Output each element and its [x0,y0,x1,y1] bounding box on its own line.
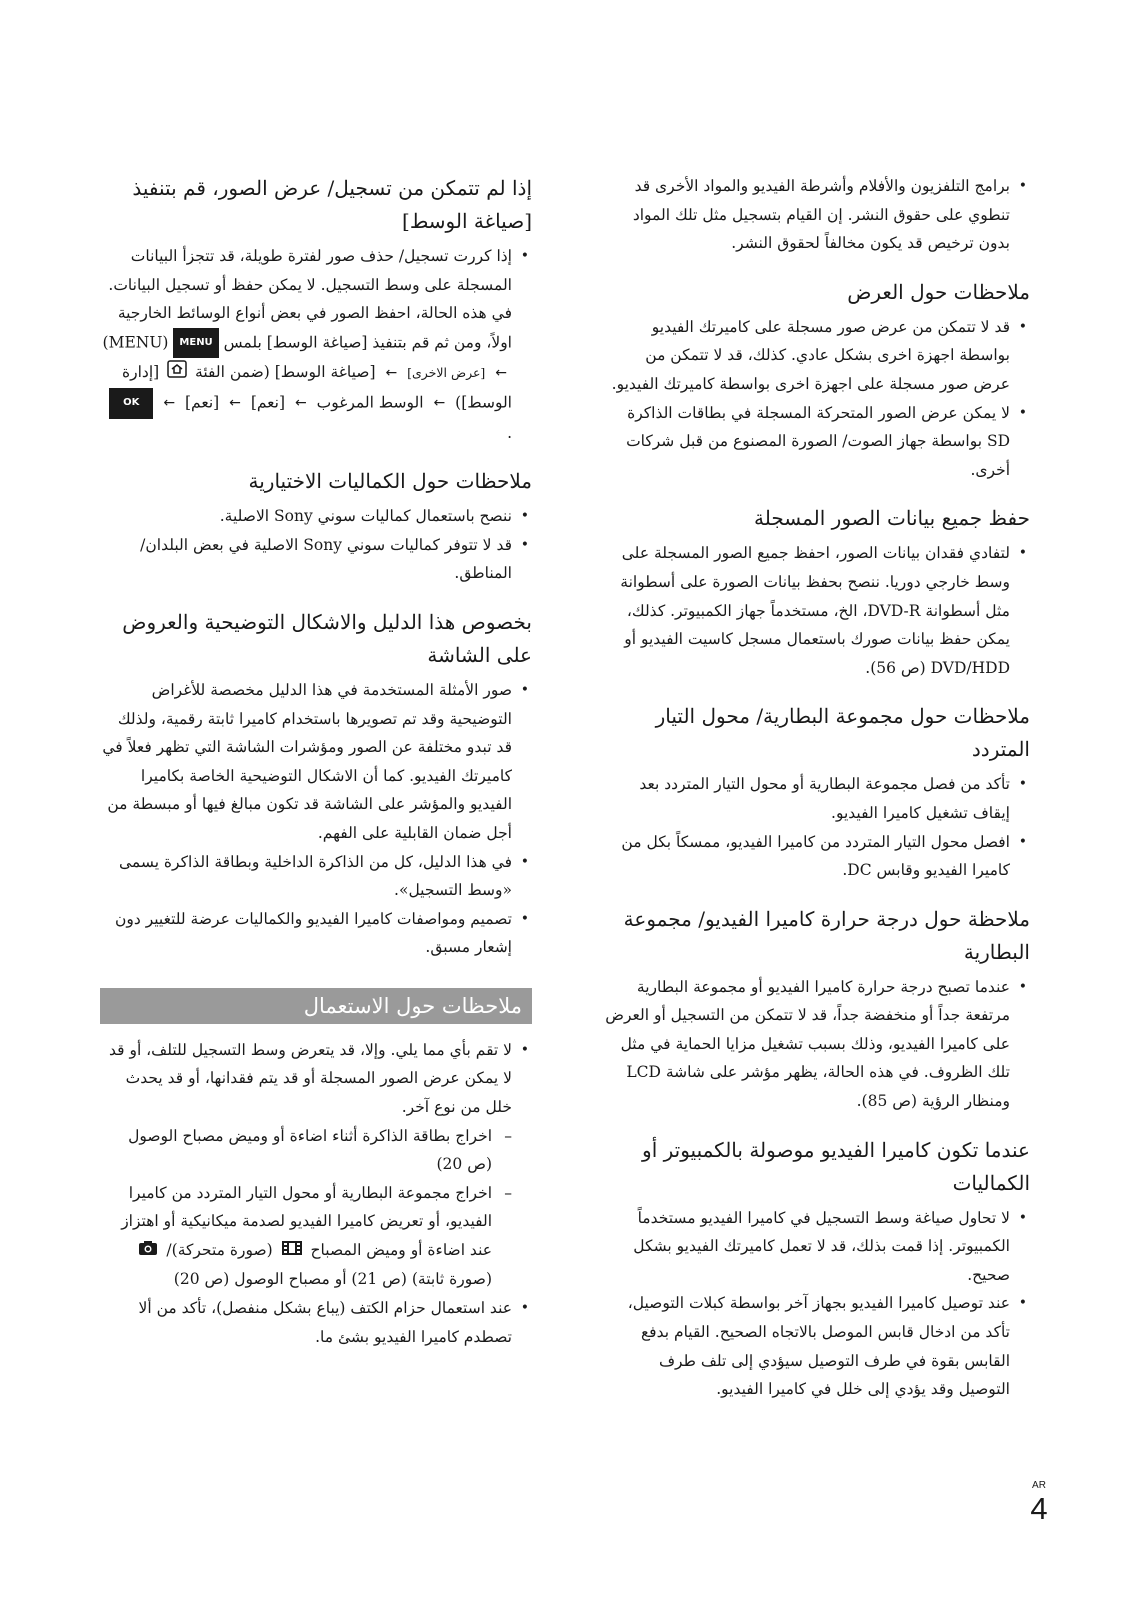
list-item: • عند توصيل كاميرا الفيديو بجهاز آخر بواسطة كبلات التوصيل، تأكد من ادخال قابس الموصل بالاتجاه الصحيح. القيام بدفع القابس بقوة في طرف التوصيل سيؤدي إلى تلف طرف التوصيل وقد يؤدي إلى خلل في كاميرا الفيديو. [605,1289,1030,1403]
media-management-label: [إدارة الوسط]) [122,363,512,412]
section-save-data [605,502,1030,682]
list-item [100,1036,532,1122]
list-item: • ننصح باستعمال كماليات سوني Sony الاصلية. [100,502,532,531]
section-heading: حفظ جميع بيانات الصور المسجلة [754,506,1030,531]
dash-item-text: (صورة ثابتة) (ص 21) أو مصباح الوصول (ص 20) [173,1270,492,1289]
section-heading: إذا لم تتمكن من تسجيل/ عرض الصور، قم بتنفيذ [صياغة الوسط] [132,176,532,233]
arrow-icon: ← [294,395,307,412]
usage-list-end [100,1294,532,1351]
section-battery-adaptor [605,700,1030,884]
list-item: • لتفادي فقدان بيانات الصور، احفظ جميع الصور المسجلة على وسط خارجي دوريا. ننصح بحفظ بيانات الصورة على أسطوانة مثل أسطوانة DVD-R، الخ، مستخدماً جهاز الكمبيوتر. كذلك، يمكن حفظ بيانات صورك باستعمال مسجل كاسيت الفيديو أو DVD/HDD (ص 56). [605,539,1030,682]
section-accessories [100,465,532,588]
section-heading: ملاحظات حول مجموعة البطارية/ محول التيار المتردد [655,704,1030,762]
section-playback-notes [605,276,1030,485]
format-instruction-text: إذا كررت تسجيل/ حذف صور لفترة طويلة، قد تتجزأ البيانات المسجلة على وسط التسجيل. لا يمكن حفظ أو تسجيل البيانات. في هذه الحالة، احفظ الصور في بعض أنواع الوسائط الخارجية اولاً، ومن ثم قم بتنفيذ [صياغة الوسط] بلمس [108,247,512,352]
page-number: 4 [1030,1491,1048,1526]
other-display-label: [عرض الاخرى] [407,365,486,381]
media-format-label: [صياغة الوسط] [274,363,376,382]
list-item: • في هذا الدليل، كل من الذاكرة الداخلية وبطاقة الذاكرة يسمى «وسط التسجيل». [100,848,532,905]
section-heading: ملاحظة حول درجة حرارة كاميرا الفيديو/ مجموعة البطارية [623,906,1030,964]
movie-icon [281,1237,303,1266]
end-period: . [507,423,512,442]
list-item: • عندما تصبح درجة حرارة كاميرا الفيديو أو مجموعة البطارية مرتفعة جداً أو منخفضة جداً، قد لا تتمكن من التسجيل أو العرض على كاميرا الفيديو، وذلك بسبب تشغيل مزايا الحماية في مثل تلك الظروف. في هذه الحالة، يظهر مؤشر على شاشة LCD ومنظار الرؤية (ص 85). [605,973,1030,1116]
list-item [100,242,532,447]
section-media-format [100,172,532,447]
page-language-code: AR [1032,1480,1046,1491]
dash-item: – اخراج بطاقة الذاكرة أثناء اضاءة أو وميض مصباح الوصول (ص 20) [100,1122,532,1179]
list-item: • عند استعمال حزام الكتف (يباع بشكل منفصل)، تأكد من ألا تصطدم كاميرا الفيديو بشئ ما. [100,1294,532,1351]
list-item: • لا تحاول صياغة وسط التسجيل في كاميرا الفيديو مستخدماً الكمبيوتر. إذا قمت بذلك، قد لا تعمل كاميرتك الفيديو بشكل صحيح. [605,1204,1030,1290]
arrow-icon: ← [433,395,446,412]
arrow-icon: ← [163,395,176,412]
section-heading: بخصوص هذا الدليل والاشكال التوضيحية والعروض على الشاشة [122,609,532,667]
usage-list [100,1036,532,1122]
list-item: • لا يمكن عرض الصور المتحركة المسجلة في بطاقات الذاكرة SD بواسطة جهاز الصوت/ الصورة المصنوع من قبل شركات أخرى. [605,399,1030,485]
list-item: • قد لا تتمكن من عرض صور مسجلة على كاميرتك الفيديو بواسطة اجهزة اخرى بشكل عادي. كذلك، قد لا تتمكن من عرض صور مسجلة على اجهزة اخرى بواسطة كاميرتك الفيديو. [605,313,1030,399]
dash-item [100,1179,532,1294]
section-heading: ملاحظات حول الكماليات الاختيارية [248,469,532,494]
list-item: • تأكد من فصل مجموعة البطارية أو محول التيار المتردد بعد إيقاف تشغيل كاميرا الفيديو. [605,770,1030,827]
usage-intro-text: • لا تقم بأي مما يلي. وإلا، قد يتعرض وسط التسجيل للتلف، أو قد لا يمكن عرض الصور المسجلة أو قد يتم فقدانها، أو قد يحدث خلل من نوع آخر. [108,1040,512,1117]
dash-item-text: اخراج مجموعة البطارية أو محول التيار المتردد من كاميرا الفيديو، أو تعريض كاميرا الفيديو لصدمة ميكانيكية أو اهتزاز عند اضاءة أو وميض المصباح [121,1183,492,1260]
yes-label: [نعم] [250,393,286,412]
home-icon [167,359,187,388]
section-heading: عندما تكون كاميرا الفيديو موصولة بالكمبيوتر أو الكماليات [642,1137,1030,1195]
usage-notes-banner: ملاحظات حول الاستعمال [100,988,532,1024]
page-number-badge [1024,1480,1054,1526]
left-column [100,172,532,1351]
camera-icon [138,1237,158,1266]
ok-button-icon: OK [109,388,153,419]
list-item: • صور الأمثلة المستخدمة في هذا الدليل مخصصة للأغراض التوضيحية وقد تم تصويرها باستخدام كاميرا ثابتة رقمية، ولذلك قد تبدو مختلفة عن الصور ومؤشرات الشاشة التي تظهر فعلاً في كاميرتك الفيديو. كما أن الاشكال التوضيحية الخاصة بكاميرا الفيديو والمؤشر على الشاشة قد تكون مبالغ فيها أو مبسطة من أجل ضمان القابلية على الفهم. [100,676,532,848]
menu-button-icon: MENU [173,328,218,359]
section-manual-illustrations [100,606,532,962]
arrow-icon: ← [495,365,507,382]
arrow-icon: ← [229,395,241,412]
list-item: • تصميم ومواصفات كاميرا الفيديو والكماليات عرضة للتغيير دون إشعار مسبق. [100,905,532,962]
list-item: • برامج التلفزيون والأفلام وأشرطة الفيديو والمواد الأخرى قد تنطوي على حقوق النشر. إن القيام بتسجيل مثل تلك المواد بدون ترخيص قد يكون مخالفاً لحقوق النشر. [605,172,1030,258]
arrow-icon: ← [385,365,398,382]
list-item: • افصل محول التيار المتردد من كاميرا الفيديو، ممسكاً بكل من كاميرا الفيديو وقابس DC. [605,828,1030,885]
dash-item-text: (صورة متحركة)/ [166,1241,273,1260]
category-label: (ضمن الفئة [195,363,270,382]
menu-label: (MENU) [102,333,169,352]
section-heading: ملاحظات حول العرض [847,279,1030,304]
section-computer-connection [605,1134,1030,1404]
list-item: • قد لا تتوفر كماليات سوني Sony الاصلية في بعض البلدان/ المناطق. [100,531,532,588]
right-column [605,172,1030,1422]
intro-list [605,172,1030,258]
yes-label: [نعم] [185,393,220,412]
section-temperature [605,903,1030,1116]
desired-media-label: الوسط المرغوب [316,393,424,412]
